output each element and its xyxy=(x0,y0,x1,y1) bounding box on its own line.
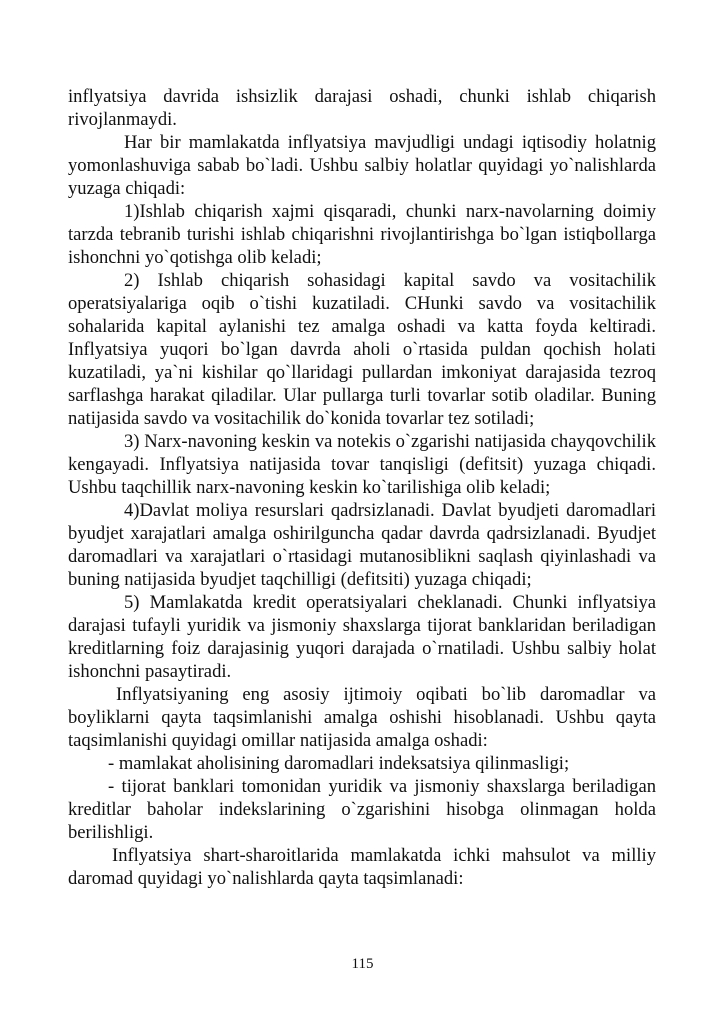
list-item-1: 1)Ishlab chiqarish xajmi qisqaradi, chunki narx-navolarning doimiy tarzda tebranib turishi ishlab chiqarishni rivojlantirishga bo`lgan istiqbollarga ishonchni yo`qotishga olib keladi; xyxy=(68,201,656,268)
list-item-4: 4)Davlat moliya resurslari qadrsizlanadi. Davlat byudjeti daromadlari byudjet xarajatlari amalga oshirilguncha qadar davrda qadrsizlanadi. Byudjet daromadlari va xarajatlari o`rtasidagi mutanosiblikni saqlash qiyinlashadi va buning natijasida byudjet taqchilligi (defitsiti) yuzaga chiqadi; xyxy=(68,500,656,590)
paragraph-intro: Har bir mamlakatda inflyatsiya mavjudligi undagi iqtisodiy holatnig yomonlashuviga sabab bo`ladi. Ushbu salbiy holatlar quyidagi yo`nalishlarda yuzaga chiqadi: xyxy=(68,132,656,199)
page-body xyxy=(68,85,656,890)
list-item-3: 3) Narx-navoning keskin va notekis o`zgarishi natijasida chayqovchilik kengayadi. Inflyatsiya natijasida tovar tanqisligi (defitsit) yuzaga chiqadi. Ushbu taqchillik narx-navoning keskin ko`tarilishiga olib keladi; xyxy=(68,431,656,498)
paragraph-redistribution: Inflyatsiyaning eng asosiy ijtimoiy oqibati bo`lib daromadlar va boyliklarni qayta taqsimlanishi amalga oshishi hisoblanadi. Ushbu qayta taqsimlanishi quyidagi omillar natijasida amalga oshadi: xyxy=(68,684,656,751)
dash-item-2: - tijorat banklari tomonidan yuridik va jismoniy shaxslarga beriladigan kreditlar baholar indekslarining o`zgarishini hisobga olinmagan holda berilishligi. xyxy=(68,776,656,843)
page-number: 115 xyxy=(351,956,374,972)
list-item-2: 2) Ishlab chiqarish sohasidagi kapital savdo va vositachilik operatsiyalariga oqib o`tishi kuzatiladi. CHunki savdo va vositachilik sohalarida kapital aylanishi tez amalga oshadi va katta foyda keltiradi. Inflyatsiya yuqori bo`lgan davrda aholi o`rtasida puldan qochish holati kuzatiladi, ya`ni kishilar qo`llaridagi pullardan imkoniyat darajasida tezroq sarflashga harakat qiladilar. Ular pullarga turli tovarlar sotib oladilar. Buning natijasida savdo va vositachilik do`konida tovarlar tez sotiladi; xyxy=(68,270,656,429)
list-item-5: 5) Mamlakatda kredit operatsiyalari cheklanadi. Chunki inflyatsiya darajasi tufayli yuridik va jismoniy shaxslarga tijorat banklaridan beriladigan kreditlarning foiz darajasinig yuqori darajada o`rnatiladi. Ushbu salbiy holat ishonchni pasaytiradi. xyxy=(68,592,656,682)
dash-item-1: - mamlakat aholisining daromadlari indeksatsiya qilinmasligi; xyxy=(108,753,570,774)
paragraph-closing: Inflyatsiya shart-sharoitlarida mamlakatda ichki mahsulot va milliy daromad quyidagi yo`nalishlarda qayta taqsimlanadi: xyxy=(68,845,656,889)
paragraph-continuation: inflyatsiya davrida ishsizlik darajasi oshadi, chunki ishlab chiqarish rivojlanmaydi. xyxy=(68,86,656,130)
